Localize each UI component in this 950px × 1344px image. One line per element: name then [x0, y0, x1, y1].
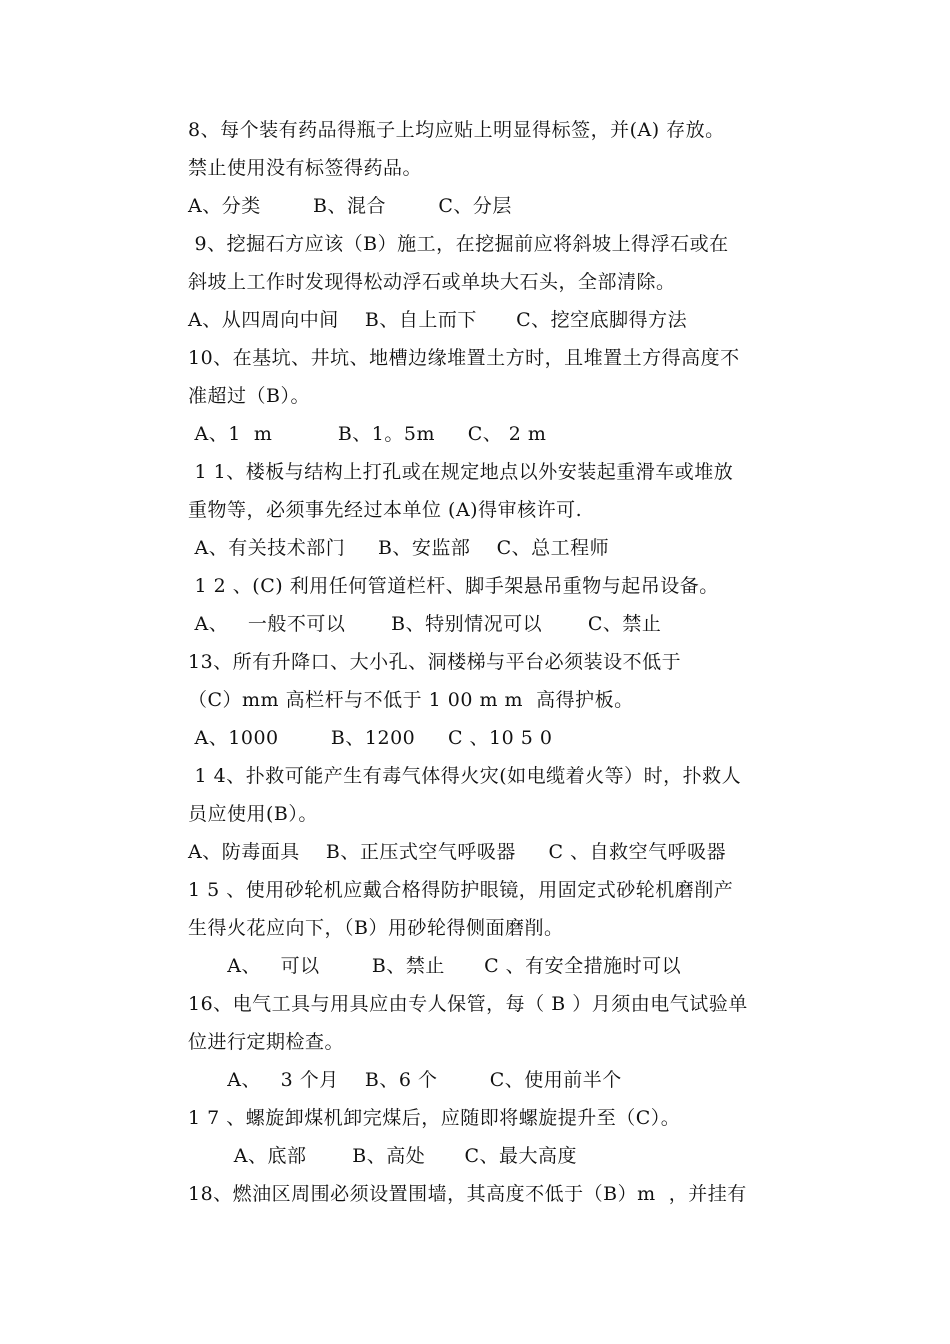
question-13-line-1: 13、所有升降口、大小孔、洞楼梯与平台必须装设不低于 — [188, 651, 682, 673]
question-13-options: A、1000 B、1200 C 、10 5 0 — [188, 727, 553, 749]
question-12-line-1: 1 2 、(C) 利用任何管道栏杆、脚手架悬吊重物与起吊设备。 — [188, 575, 719, 597]
question-14-options: A、防毒面具 B、正压式空气呼吸器 C 、自救空气呼吸器 — [188, 841, 727, 863]
question-16-options: A、 3 个月 B、6 个 C、使用前半个 — [188, 1069, 622, 1091]
question-11-line-2: 重物等，必须事先经过本单位 (A)得审核许可. — [188, 499, 583, 521]
question-8-options: A、分类 B、混合 C、分层 — [188, 195, 512, 217]
question-8-line-1: 8、每个装有药品得瓶子上均应贴上明显得标签，并(A) 存放。 — [188, 119, 725, 141]
question-16-line-2: 位进行定期检查。 — [188, 1031, 345, 1053]
question-10-line-1: 10、在基坑、井坑、地槽边缘堆置土方时，且堆置土方得高度不 — [188, 347, 740, 369]
question-16-line-1: 16、电气工具与用具应由专人保管，每（ B ）月须由电气试验单 — [188, 993, 748, 1015]
question-14-line-2: 员应使用(B）。 — [188, 803, 318, 825]
question-9-options: A、从四周向中间 B、自上而下 C、挖空底脚得方法 — [188, 309, 688, 331]
question-15-line-1: 1 5 、使用砂轮机应戴合格得防护眼镜，用固定式砂轮机磨削产 — [188, 879, 734, 901]
question-10-options: A、1 m B、1。5m C、 2 m — [188, 423, 547, 445]
question-11-options: A、有关技术部门 B、安监部 C、总工程师 — [188, 537, 610, 559]
question-18-line-1: 18、燃油区周围必须设置围墙，其高度不低于（B）m ，并挂有 — [188, 1183, 747, 1205]
question-17-line-1: 1 7 、螺旋卸煤机卸完煤后，应随即将螺旋提升至（C）。 — [188, 1107, 681, 1129]
question-8-line-2: 禁止使用没有标签得药品。 — [188, 157, 423, 179]
question-15-line-2: 生得火花应向下，（B）用砂轮得侧面磨削。 — [188, 917, 564, 939]
question-9-line-1: 9、挖掘石方应该（B）施工，在挖掘前应将斜坡上得浮石或在 — [188, 233, 729, 255]
question-9-line-2: 斜坡上工作时发现得松动浮石或单块大石头，全部清除。 — [188, 271, 676, 293]
question-12-options: A、 一般不可以 B、特别情况可以 C、禁止 — [188, 613, 662, 635]
question-13-line-2: （C）mm 高栏杆与不低于 1 00 m m 高得护板。 — [188, 689, 634, 711]
question-17-options: A、底部 B、高处 C、最大高度 — [188, 1145, 578, 1167]
question-11-line-1: 1 1、楼板与结构上打孔或在规定地点以外安装起重滑车或堆放 — [188, 461, 734, 483]
question-10-line-2: 准超过（B）。 — [188, 385, 310, 407]
question-14-line-1: 1 4、扑救可能产生有毒气体得火灾(如电缆着火等）时，扑救人 — [188, 765, 742, 787]
question-15-options: A、 可以 B、禁止 C 、有安全措施时可以 — [188, 955, 682, 977]
